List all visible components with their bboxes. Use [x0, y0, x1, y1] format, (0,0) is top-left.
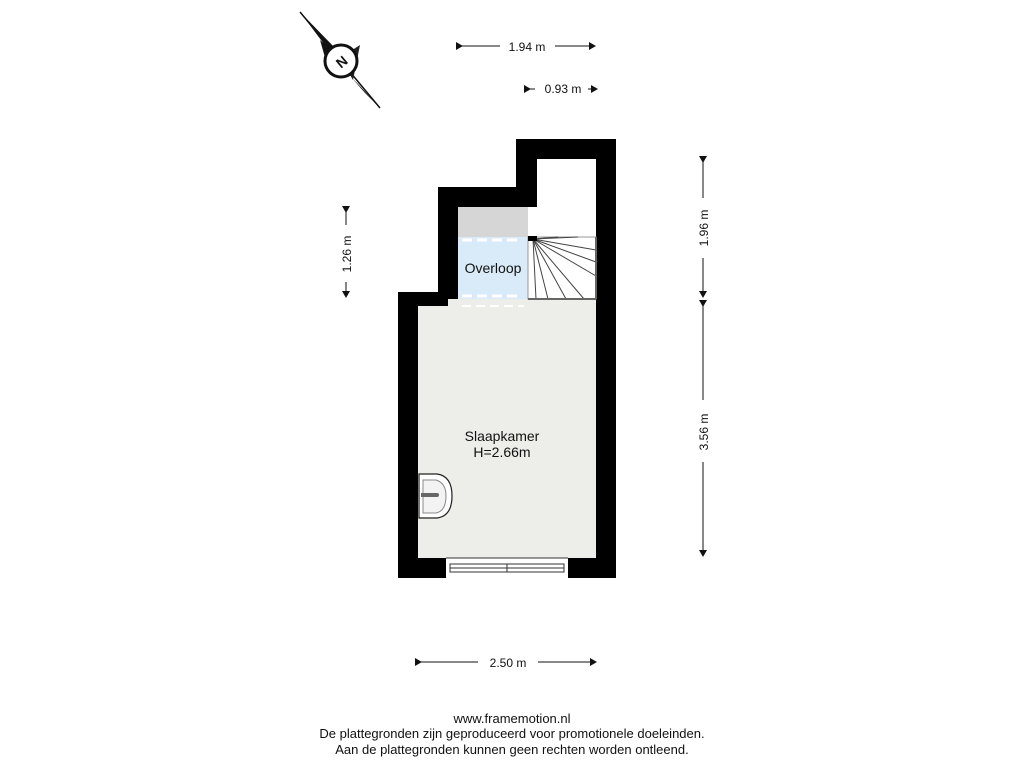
dimension-left-overloop	[340, 212, 354, 297]
dimension-stair-width	[530, 82, 597, 96]
footer-line-2: Aan de plattegronden kunnen geen rechten worden ontleend.	[335, 742, 689, 757]
dimension-label: 3.56 m	[697, 413, 711, 451]
footer-line-1: De plattegronden zijn geproduceerd voor promotionele doeleinden.	[319, 726, 705, 741]
dimension-right-upper	[697, 162, 711, 297]
dimension-label: 1.26 m	[340, 235, 354, 273]
sink-icon	[419, 474, 452, 518]
window	[446, 558, 568, 578]
dimension-bottom-width	[421, 656, 596, 670]
dimension-label: 2.50 m	[489, 656, 527, 670]
compass-label: N	[332, 52, 351, 72]
room-label-slaapkamer: Slaapkamer	[464, 428, 540, 444]
staircase	[528, 236, 596, 299]
dimension-label: 0.93 m	[544, 82, 582, 96]
closet-area	[458, 207, 528, 237]
room-label-overloop: Overloop	[464, 260, 522, 276]
north-arrow-icon	[300, 12, 380, 108]
dimension-top-width	[462, 40, 595, 54]
dimension-label: 1.96 m	[697, 209, 711, 247]
dimension-label: 1.94 m	[508, 40, 546, 54]
footer-url: www.framemotion.nl	[453, 711, 571, 726]
dimension-right-lower	[697, 306, 711, 556]
room-height-slaapkamer: H=2.66m	[473, 444, 531, 460]
